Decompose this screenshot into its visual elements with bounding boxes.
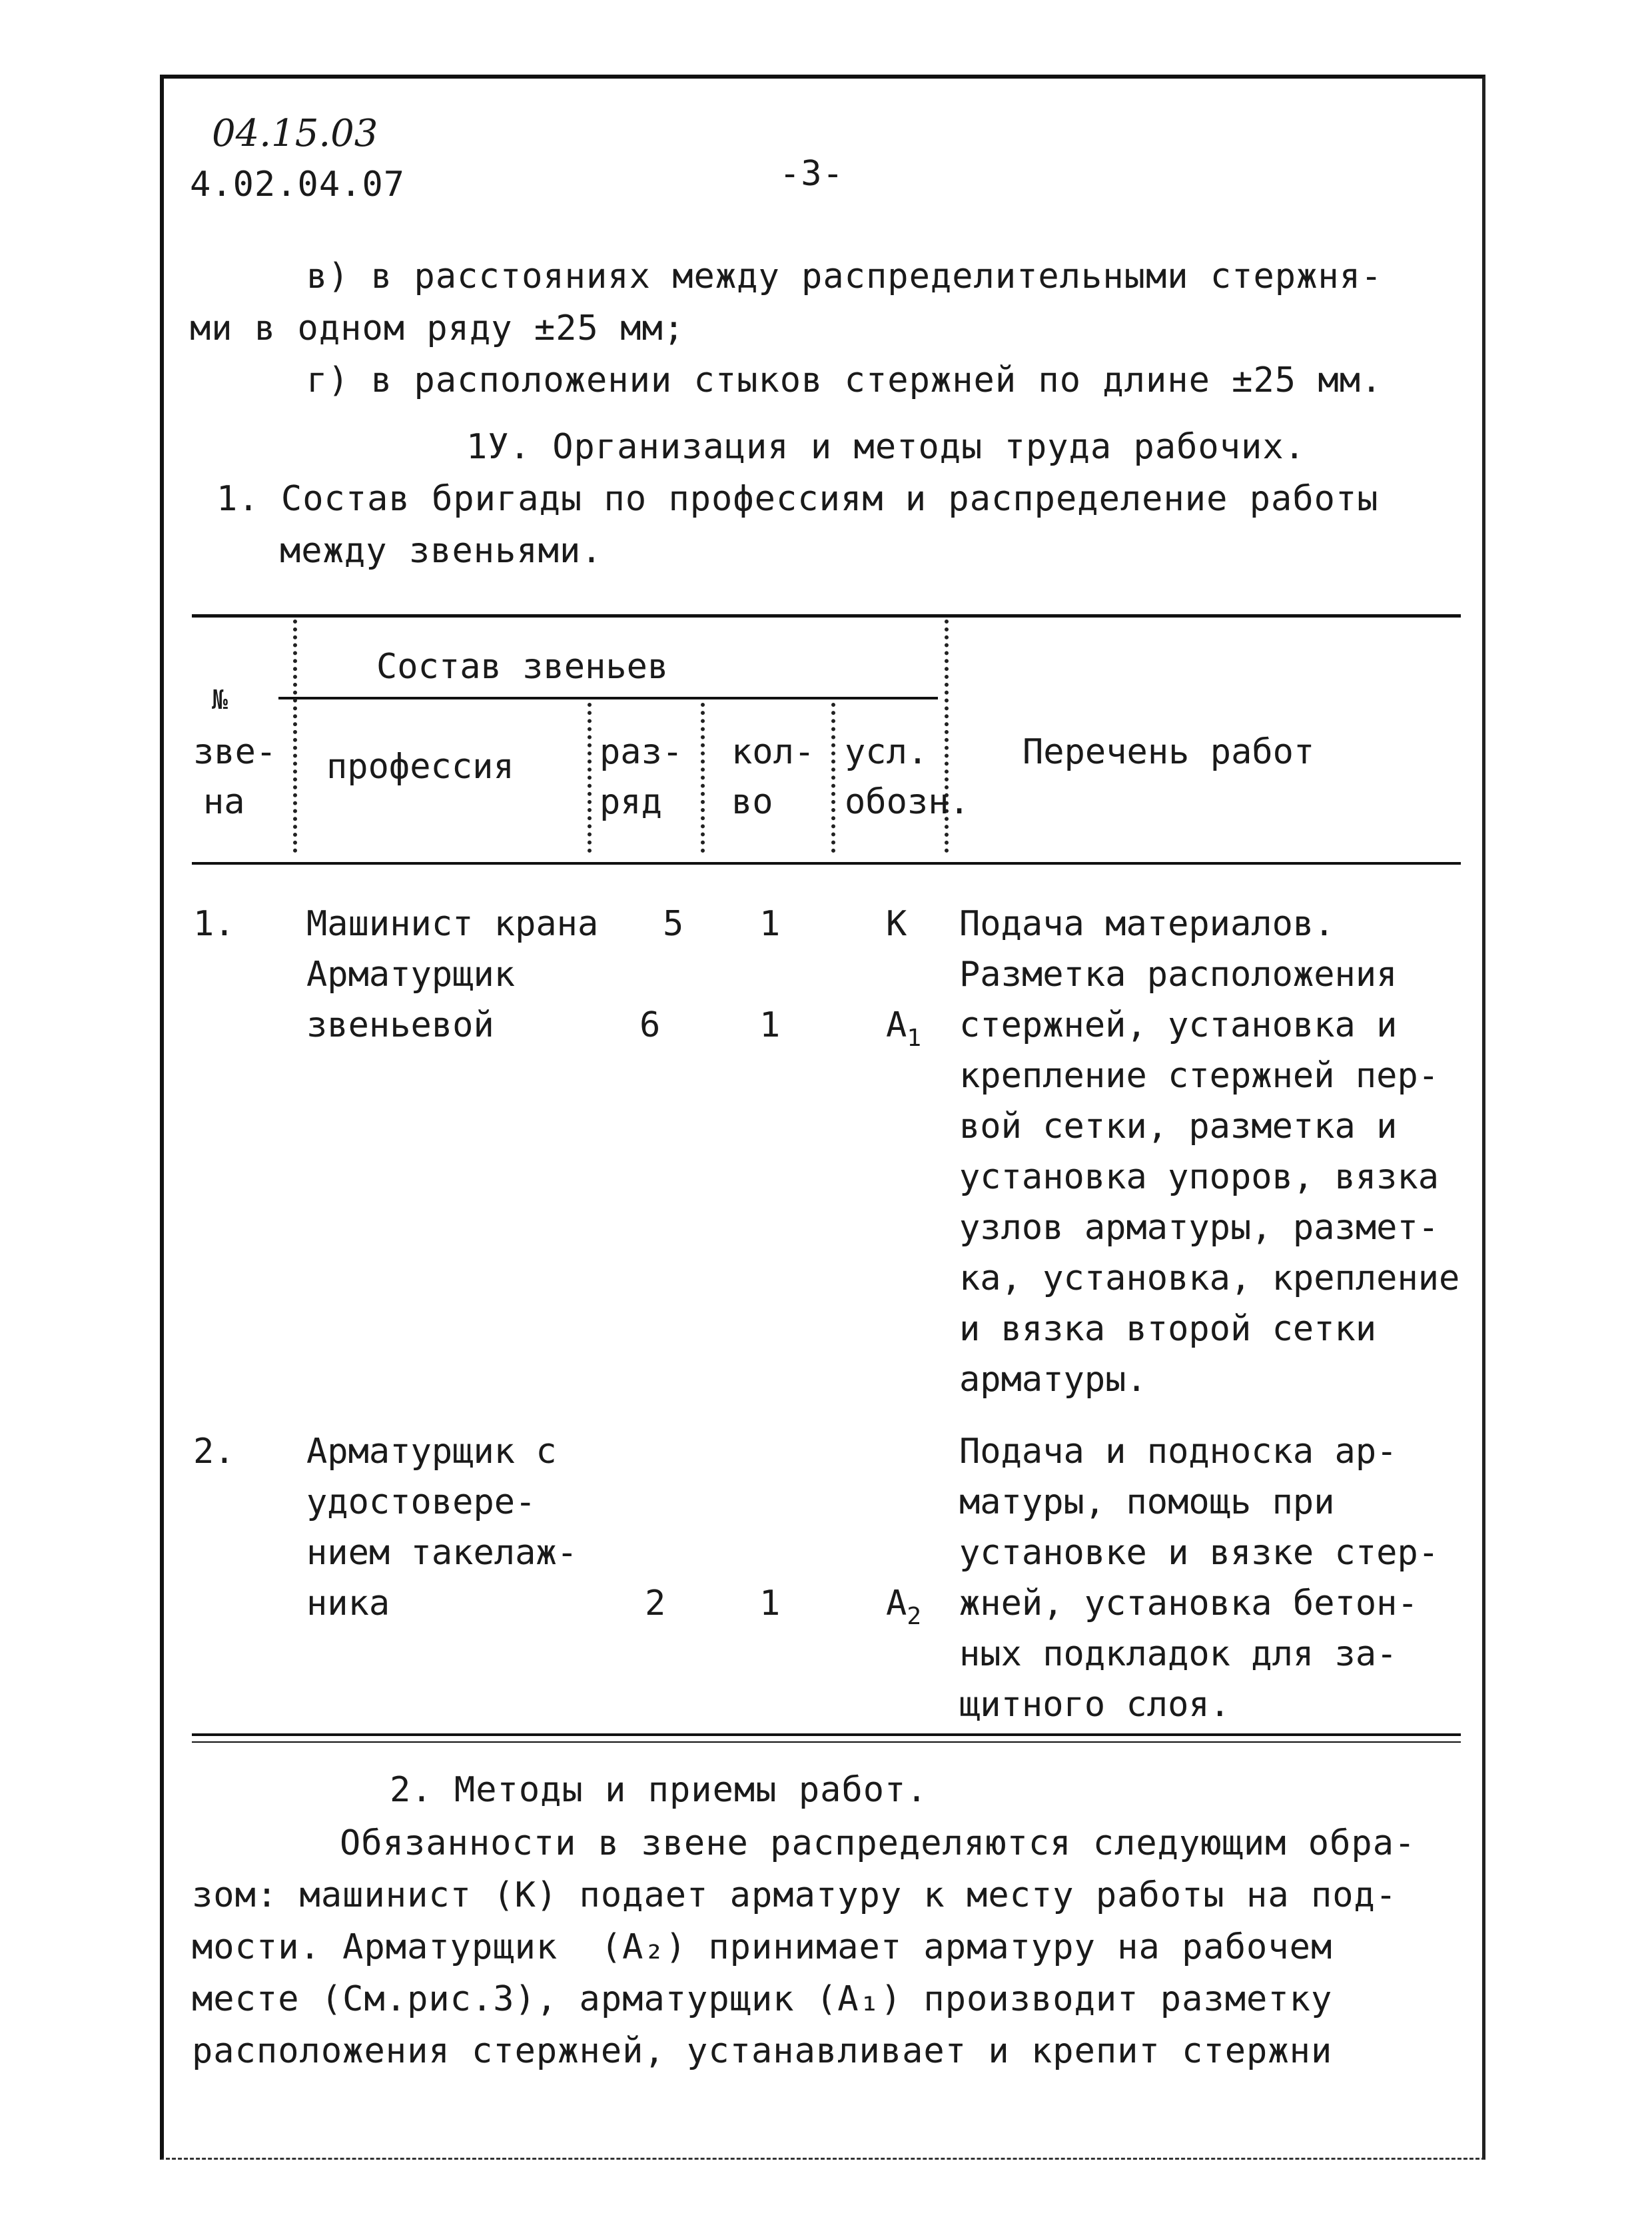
methods-line: Обязанности в звене распределяются следующим обра-	[340, 1823, 1416, 1863]
item-g: г) в расположении стыков стержней по длине ±25 мм.	[306, 360, 1383, 400]
header-count-line2: во	[731, 782, 773, 822]
row1-no: 1.	[193, 904, 235, 944]
col-sep-3	[701, 703, 709, 853]
row2-works-line: Подача и подноска ар-	[959, 1432, 1398, 1472]
handwritten-code: 04.15.03	[212, 112, 378, 155]
row2-symbol-sub: 2	[907, 1603, 921, 1630]
header-count-line1: кол-	[731, 732, 815, 772]
row1-works-line: узлов арматуры, размет-	[959, 1208, 1440, 1248]
row1-profession-2-line1: Арматурщик	[306, 955, 516, 995]
row1-count-1: 1	[759, 904, 781, 944]
section-title: 1У. Организация и методы труда рабочих.	[466, 427, 1306, 467]
row1-works-line: стержней, установка и	[959, 1005, 1398, 1045]
table-header-rule	[192, 862, 1461, 865]
row1-profession-1: Машинист крана	[306, 904, 599, 944]
row2-profession-line: Арматурщик с	[306, 1432, 557, 1472]
row1-works-line: Подача материалов.	[959, 904, 1335, 944]
methods-line: зом: машинист (К) подает арматуру к месту работы на под-	[192, 1875, 1398, 1915]
table-bottom-rule-1	[192, 1733, 1461, 1736]
row2-profession-line: нием такелаж-	[306, 1533, 578, 1573]
methods-line: мости. Арматурщик (А₂) принимает арматуру на рабочем	[192, 1927, 1333, 1967]
row2-symbol	[886, 1577, 921, 1643]
table-top-rule	[192, 614, 1461, 618]
row2-no: 2.	[193, 1432, 235, 1472]
row1-rank-1: 5	[663, 904, 684, 944]
row1-works-line: крепление стержней пер-	[959, 1056, 1440, 1096]
row2-works-line: ных подкладок для за-	[959, 1634, 1398, 1674]
header-rank-line2: ряд	[600, 782, 662, 822]
header-profession: профессия	[326, 747, 514, 787]
item-v-line1: в) в расстояниях между распределительными стержня-	[306, 256, 1383, 296]
header-symbol-line1: усл.	[845, 732, 929, 772]
col-sep-1	[293, 620, 301, 853]
row2-works-line: щитного слоя.	[959, 1685, 1230, 1725]
row1-symbol-2-letter: А	[886, 1005, 907, 1045]
row1-symbol-2	[886, 999, 921, 1065]
item-v-line2: ми в одном ряду ±25 мм;	[190, 308, 685, 348]
header-no-line1: зве-	[193, 732, 277, 772]
methods-line: месте (См.рис.3), арматурщик (А₁) производит разметку	[192, 1979, 1333, 2019]
row1-rank-2: 6	[639, 1005, 661, 1045]
section-subtitle-line2: между звеньями.	[280, 531, 603, 571]
header-no-symbol: №	[212, 685, 228, 715]
row1-works-line: арматуры.	[959, 1360, 1147, 1400]
row2-profession-line: ника	[306, 1583, 390, 1623]
methods-line: расположения стержней, устанавливает и крепит стержни	[192, 2031, 1333, 2071]
table-bottom-rule-2	[192, 1741, 1461, 1743]
row2-works-line: жней, установка бетон-	[959, 1583, 1418, 1623]
row2-works-line: матуры, помощь при	[959, 1482, 1335, 1522]
row1-works-line: и вязка второй сетки	[959, 1309, 1377, 1349]
row1-works-line: вой сетки, разметка и	[959, 1107, 1398, 1146]
header-no-line2: на	[203, 782, 245, 822]
header-rank-line1: раз-	[600, 732, 683, 772]
document-code: 4.02.04.07	[190, 165, 406, 205]
page-number: -3-	[779, 154, 844, 194]
row2-rank: 2	[645, 1583, 666, 1623]
row2-works-line: установке и вязке стер-	[959, 1533, 1440, 1573]
row2-symbol-letter: А	[886, 1583, 907, 1623]
row2-profession-line: удостовере-	[306, 1482, 536, 1522]
row1-symbol-2-sub: 1	[907, 1025, 921, 1052]
row1-profession-2-line2: звеньевой	[306, 1005, 494, 1045]
col-sep-2	[588, 703, 596, 853]
section-subtitle-line1: 1. Состав бригады по профессиям и распределение работы	[216, 479, 1379, 519]
header-symbol-line2: обозн.	[845, 782, 970, 822]
row2-count: 1	[759, 1583, 781, 1623]
row1-count-2: 1	[759, 1005, 781, 1045]
row1-symbol-1: К	[886, 904, 907, 944]
col-sep-4	[831, 703, 839, 853]
methods-title: 2. Методы и приемы работ.	[390, 1770, 928, 1810]
row1-works-line: установка упоров, вязка	[959, 1157, 1440, 1197]
header-group: Состав звеньев	[376, 647, 669, 687]
table-group-rule	[278, 697, 938, 699]
row1-works-line: Разметка расположения	[959, 955, 1398, 995]
row1-works-line: ка, установка, крепление	[959, 1258, 1460, 1298]
header-works: Перечень работ	[1023, 732, 1315, 772]
